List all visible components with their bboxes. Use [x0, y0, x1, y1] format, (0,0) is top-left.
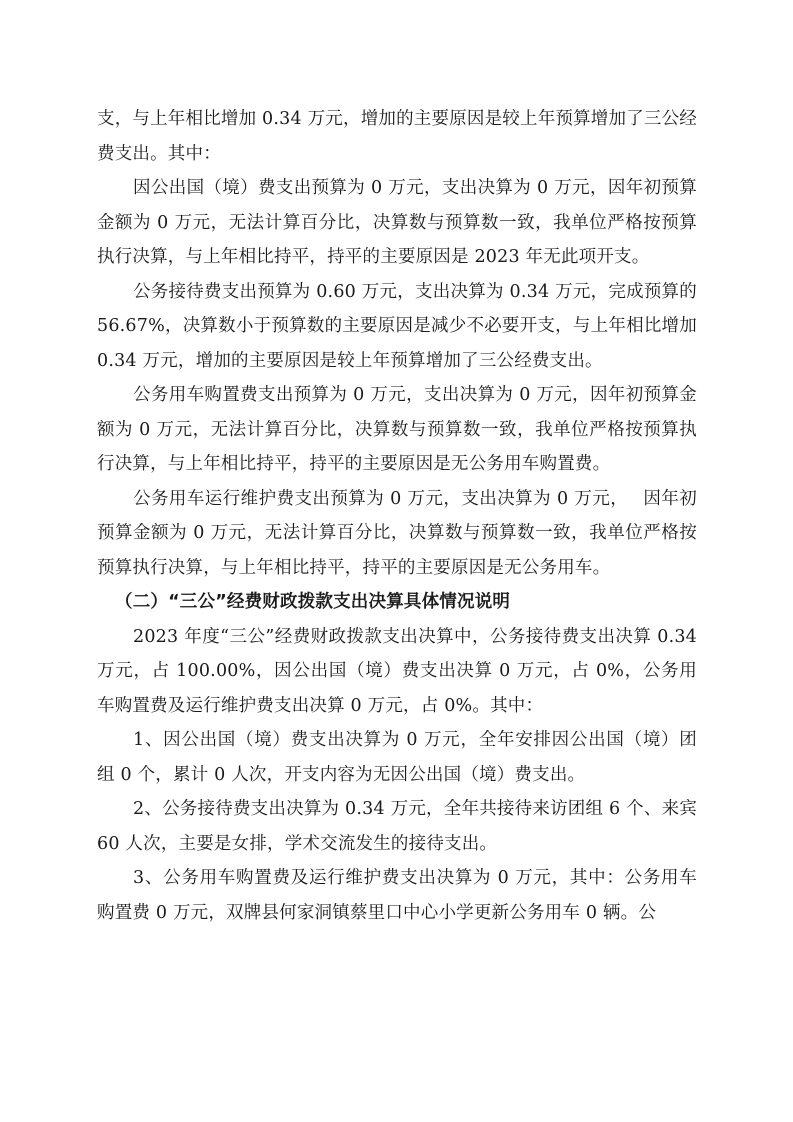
paragraph-continuation: 支，与上年相比增加 0.34 万元，增加的主要原因是较上年预算增加了三公经费支出。其中：: [97, 109, 697, 164]
paragraph-vehicle-maintenance-budget: 公务用车运行维护费支出预算为 0 万元，支出决算为 0 万元， 因年初预算金额为 0 万元，无法计算百分比，决算数与预算数一致，我单位严格按预算执行决算，与上年相比持平，持平的主要原因是无公务用车。: [97, 488, 697, 578]
paragraph-fiscal-summary: 2023 年度“三公”经费财政拨款支出决算中，公务接待费支出决算 0.34 万元，占 100.00%，因公出国（境）费支出决算 0 万元，占 0%，公务用车购置费及运行维护费支出决算 0 万元，占 0%。其中：: [97, 626, 697, 716]
paragraph-vehicle-purchase-budget: 公务用车购置费支出预算为 0 万元，支出决算为 0 万元，因年初预算金额为 0 万元，无法计算百分比，决算数与预算数一致，我单位严格按预算执行决算，与上年相比持平，持平的主要原因是无公务用车购置费。: [97, 385, 697, 474]
paragraph-item-overseas: 1、因公出国（境）费支出决算为 0 万元，全年安排因公出国（境）团组 0 个，累计 0 人次，开支内容为无因公出国（境）费支出。: [97, 730, 697, 785]
document-body: [97, 102, 697, 930]
paragraph-overseas-travel-budget: 因公出国（境）费支出预算为 0 万元，支出决算为 0 万元，因年初预算金额为 0 万元，无法计算百分比，决算数与预算数一致，我单位严格按预算执行决算，与上年相比持平，持平的主要原因是 2023 年无此项开支。: [97, 178, 697, 267]
section-heading: （二）“三公”经费财政拨款支出决算具体情况说明: [115, 592, 511, 612]
paragraph-item-reception: 2、公务接待费支出决算为 0.34 万元，全年共接待来访团组 6 个、来宾 60 人次，主要是女排，学术交流发生的接待支出。: [97, 799, 697, 854]
paragraph-reception-budget: 公务接待费支出预算为 0.60 万元，支出决算为 0.34 万元，完成预算的 56.67%，决算数小于预算数的主要原因是减少不必要开支，与上年相比增加 0.34 万元，增加的主要原因是较上年预算增加了三公经费支出。: [97, 281, 697, 371]
paragraph-item-vehicle: 3、公务用车购置费及运行维护费支出决算为 0 万元，其中：公务用车购置费 0 万元，双牌县何家洞镇蔡里口中心小学更新公务用车 0 辆。公: [97, 868, 697, 923]
